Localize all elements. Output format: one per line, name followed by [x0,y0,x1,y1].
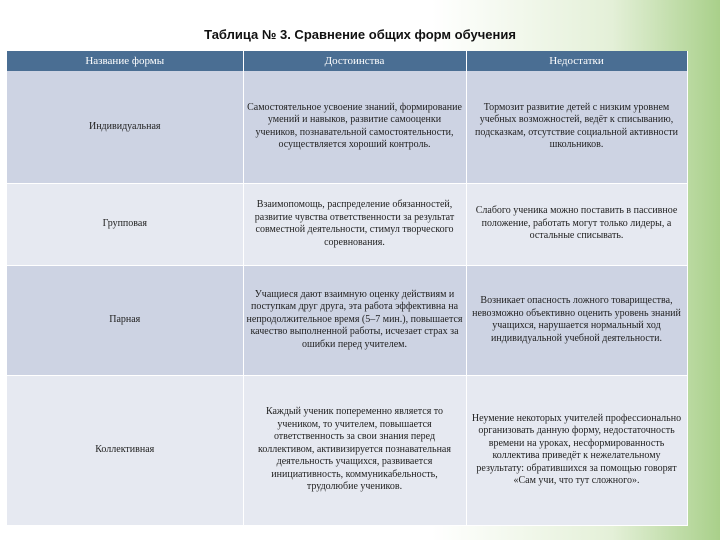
advantages-cell: Учащиеся дают взаимную оценку действиям и поступкам друг друга, эта работа эффективна на непродолжительное время (5–7 мин.), повышается качество выполненной работы, исчезает страх за ошибки перед учителем. [243,265,466,375]
table-row [7,71,687,183]
disadvantages-cell: Тормозит развитие детей с низким уровнем учебных возможностей, ведёт к списыванию, подсказкам, отсутствие социальной активности школьников. [466,71,687,183]
form-name-cell: Коллективная [7,375,243,525]
table-row [7,183,687,265]
column-header-name: Название формы [7,51,243,71]
column-header-advantages: Достоинства [243,51,466,71]
disadvantages-cell: Слабого ученика можно поставить в пассивное положение, работать могут только лидеры, а остальные списывать. [466,183,687,265]
comparison-table [7,51,688,526]
page-title: Таблица № 3. Сравнение общих форм обучения [204,27,516,42]
advantages-cell: Взаимопомощь, распределение обязанностей, развитие чувства ответственности за результат совместной деятельности, стимул творческого соревнования. [243,183,466,265]
table-row [7,265,687,375]
disadvantages-cell: Неумение некоторых учителей профессионально организовать данную форму, недостаточность времени на уроках, несформированность коллектива приведёт к нежелательному результату: обратившихся за помощью говорят «Сам учи, что тут сложного». [466,375,687,525]
advantages-cell: Каждый ученик попеременно является то учеником, то учителем, повышается ответственность за свои знания перед коллективом, активизируется познавательная деятельность учащихся, развивается инициативность, коммуникабельность, трудолюбие учеников. [243,375,466,525]
table-row [7,375,687,525]
form-name-cell: Индивидуальная [7,71,243,183]
advantages-cell: Самостоятельное усвоение знаний, формирование умений и навыков, развитие самооценки учеников, познавательной самостоятельности, осуществляется хороший контроль. [243,71,466,183]
table-header-row [7,51,687,71]
form-name-cell: Парная [7,265,243,375]
form-name-cell: Групповая [7,183,243,265]
disadvantages-cell: Возникает опасность ложного товарищества, невозможно объективно оценить уровень знаний учащихся, нарушается нормальный ход индивидуальной учебной деятельности. [466,265,687,375]
column-header-disadvantages: Недостатки [466,51,687,71]
